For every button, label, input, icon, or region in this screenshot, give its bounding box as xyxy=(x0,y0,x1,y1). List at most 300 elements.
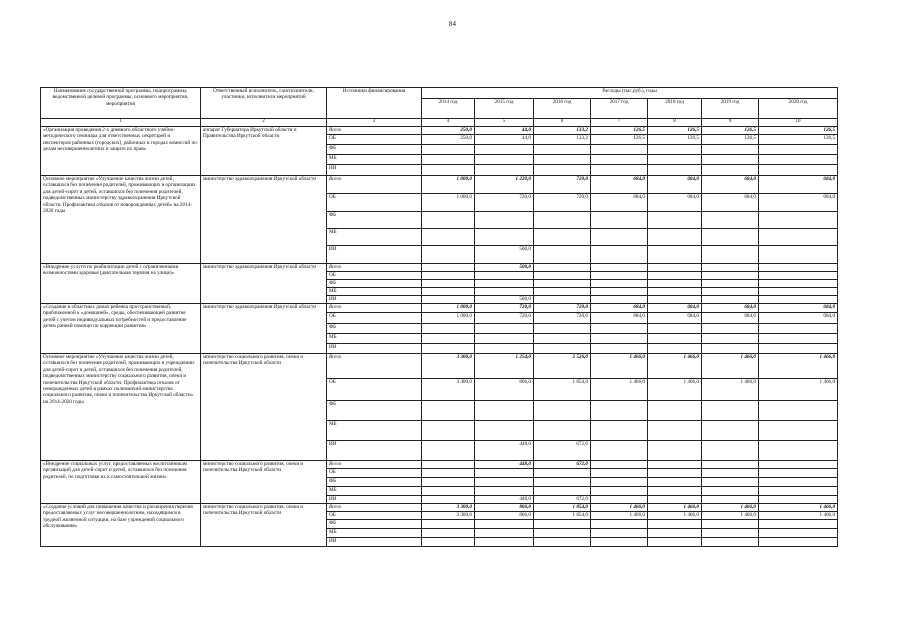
expense-value: 1 000,0 xyxy=(422,304,475,313)
header-expenses: Расходы (тыс.руб.), годы xyxy=(422,88,838,99)
expense-value xyxy=(534,469,591,478)
funding-source: Всего xyxy=(327,304,422,313)
expense-value xyxy=(648,529,702,538)
expense-value xyxy=(591,487,648,496)
expense-value: 126,5 xyxy=(591,135,648,145)
expense-value xyxy=(759,487,838,496)
expense-value xyxy=(534,296,591,304)
expense-value: 3 300,0 xyxy=(422,379,475,401)
expense-value: 1 220,0 xyxy=(475,176,534,194)
expense-value xyxy=(648,538,702,547)
expense-value: 1 854,0 xyxy=(534,504,591,512)
expense-value: 3 300,0 xyxy=(422,512,475,520)
expense-value xyxy=(591,344,648,354)
expense-value: 44,0 xyxy=(475,135,534,145)
expense-value xyxy=(759,529,838,538)
funding-source: МБ xyxy=(327,334,422,344)
expense-value xyxy=(702,487,759,496)
expense-value xyxy=(534,212,591,229)
expense-value xyxy=(534,145,591,155)
expense-value xyxy=(648,165,702,176)
activity-name: «Создание в областных домах ребенка пространственной, приближенной к «домашней», среды, обеспечивающей развитие детей с учетом индивидуальных потребностей и предоставление детям ранней помощи по коррекции развития» xyxy=(41,304,201,354)
expense-value: 684,0 xyxy=(648,313,702,324)
expense-value: 133,2 xyxy=(534,127,591,135)
activity-executor: министерство здравоохранения Иркутской области xyxy=(201,264,327,304)
header-executor: Ответственный исполнитель, соисполнители, участники, исполнители мероприятий xyxy=(201,88,327,119)
expense-value xyxy=(759,264,838,272)
expense-value: 1 466,0 xyxy=(702,504,759,512)
header-year: 2020 год xyxy=(759,99,838,119)
expense-value xyxy=(475,288,534,296)
expense-value: 1 000,0 xyxy=(422,194,475,212)
expense-value: 1 466,0 xyxy=(648,504,702,512)
expense-value xyxy=(475,165,534,176)
expense-value: 684,0 xyxy=(759,304,838,313)
expense-value: 1 466,0 xyxy=(591,354,648,379)
expense-value: 684,0 xyxy=(591,304,648,313)
funding-source: ОБ xyxy=(327,512,422,520)
expense-value xyxy=(422,461,475,469)
expense-value xyxy=(702,478,759,487)
expense-value xyxy=(702,334,759,344)
header-year: 2018 год xyxy=(648,99,702,119)
funding-source: ИИ xyxy=(327,296,422,304)
expense-value xyxy=(702,324,759,334)
expense-value xyxy=(648,324,702,334)
expense-value: 684,0 xyxy=(702,313,759,324)
expense-value xyxy=(648,461,702,469)
expense-value xyxy=(422,264,475,272)
expense-value: 448,0 xyxy=(475,496,534,504)
expense-value xyxy=(702,272,759,280)
expense-value: 720,0 xyxy=(475,313,534,324)
expense-value xyxy=(475,538,534,547)
expense-value xyxy=(591,334,648,344)
expense-value xyxy=(591,165,648,176)
expense-value xyxy=(759,229,838,246)
expense-value: 1 466,0 xyxy=(759,379,838,401)
funding-source: ФБ xyxy=(327,280,422,288)
expense-value xyxy=(422,229,475,246)
expense-value xyxy=(591,538,648,547)
expense-value: 500,0 xyxy=(475,264,534,272)
expense-value: 720,0 xyxy=(475,194,534,212)
expense-value: 500,0 xyxy=(475,296,534,304)
expense-value xyxy=(648,344,702,354)
expense-value: 1 466,0 xyxy=(591,379,648,401)
expense-value xyxy=(759,334,838,344)
expense-value xyxy=(591,496,648,504)
expense-value xyxy=(422,288,475,296)
expense-value xyxy=(702,288,759,296)
expense-value xyxy=(534,401,591,421)
expense-value xyxy=(422,145,475,155)
expense-value xyxy=(759,478,838,487)
column-number: 7 xyxy=(591,119,648,127)
expense-value xyxy=(591,145,648,155)
expense-value xyxy=(759,401,838,421)
column-number: 9 xyxy=(702,119,759,127)
funding-source: ИИ xyxy=(327,165,422,176)
expense-value: 1 466,0 xyxy=(702,379,759,401)
expense-value xyxy=(475,520,534,529)
expense-value xyxy=(475,478,534,487)
expense-value xyxy=(534,520,591,529)
expense-value xyxy=(422,344,475,354)
header-year: 2017 год xyxy=(591,99,648,119)
expense-value: 720,0 xyxy=(534,176,591,194)
expense-value xyxy=(702,155,759,165)
expense-value xyxy=(759,272,838,280)
funding-source: МБ xyxy=(327,487,422,496)
table-row xyxy=(41,504,838,512)
expense-value xyxy=(591,421,648,441)
expense-value xyxy=(591,461,648,469)
column-number: 1 xyxy=(41,119,201,127)
activity-name: «Организация проведения 2-х дневного областного учебно-методического семинара для ответственных секретарей и инспекторов районных (городских), районных в городах комиссий по делам несовершеннолетних и защите их прав» xyxy=(41,127,201,176)
header-year: 2014 год xyxy=(422,99,475,119)
funding-source: Всего xyxy=(327,127,422,135)
header-year: 2015 год xyxy=(475,99,534,119)
expense-value: 126,5 xyxy=(702,127,759,135)
expense-value xyxy=(475,324,534,334)
column-number: 10 xyxy=(759,119,838,127)
expense-value xyxy=(591,272,648,280)
expense-value xyxy=(534,155,591,165)
funding-source: ОБ xyxy=(327,379,422,401)
expense-value xyxy=(591,441,648,461)
expense-value: 1 854,0 xyxy=(534,512,591,520)
expense-value xyxy=(648,145,702,155)
expense-value xyxy=(702,212,759,229)
expense-value: 1 466,0 xyxy=(702,354,759,379)
expense-value xyxy=(475,334,534,344)
expense-value xyxy=(759,469,838,478)
expense-value xyxy=(475,155,534,165)
expense-value: 1 466,0 xyxy=(759,512,838,520)
expense-value xyxy=(422,487,475,496)
expense-value: 126,5 xyxy=(648,127,702,135)
expense-value: 126,5 xyxy=(702,135,759,145)
expense-value: 684,0 xyxy=(648,176,702,194)
table-row xyxy=(41,354,838,379)
expense-value xyxy=(702,529,759,538)
funding-source: ФБ xyxy=(327,478,422,487)
expense-value xyxy=(534,272,591,280)
expense-value xyxy=(422,401,475,421)
funding-source: ОБ xyxy=(327,135,422,145)
expense-value: 720,0 xyxy=(534,313,591,324)
expense-value xyxy=(702,280,759,288)
expense-value xyxy=(702,344,759,354)
expense-value xyxy=(475,280,534,288)
expense-value: 3 300,0 xyxy=(422,504,475,512)
expense-value xyxy=(422,421,475,441)
expense-value xyxy=(475,272,534,280)
expense-value xyxy=(422,478,475,487)
funding-source: МБ xyxy=(327,155,422,165)
expense-value xyxy=(422,496,475,504)
expense-value xyxy=(534,538,591,547)
expense-value: 448,0 xyxy=(475,441,534,461)
expense-value xyxy=(422,529,475,538)
expense-value: 1 000,0 xyxy=(422,176,475,194)
expense-value: 1 466,0 xyxy=(648,379,702,401)
column-number: 4 xyxy=(422,119,475,127)
expense-value: 806,0 xyxy=(475,504,534,512)
expense-value xyxy=(648,212,702,229)
expense-value xyxy=(759,165,838,176)
column-number: 6 xyxy=(534,119,591,127)
expense-value xyxy=(475,145,534,155)
expense-value xyxy=(534,529,591,538)
expense-value xyxy=(648,334,702,344)
expense-value xyxy=(534,334,591,344)
expense-value xyxy=(591,401,648,421)
expense-value xyxy=(422,469,475,478)
funding-source: МБ xyxy=(327,288,422,296)
header-source: Источники финансирования xyxy=(327,88,422,119)
expense-value xyxy=(591,288,648,296)
expense-value xyxy=(591,529,648,538)
expense-value xyxy=(591,246,648,264)
expense-value: 1 466,0 xyxy=(591,504,648,512)
expense-value xyxy=(422,538,475,547)
expense-value: 500,0 xyxy=(475,246,534,264)
expense-value xyxy=(759,324,838,334)
expense-value: 1 466,0 xyxy=(648,512,702,520)
expense-value xyxy=(591,324,648,334)
expense-value xyxy=(648,288,702,296)
header-year: 2016 год xyxy=(534,99,591,119)
column-number: 3 xyxy=(327,119,422,127)
expense-value: 806,0 xyxy=(475,379,534,401)
expense-value xyxy=(759,520,838,529)
expense-value xyxy=(702,520,759,529)
expense-value xyxy=(648,229,702,246)
expense-value xyxy=(648,401,702,421)
table-row xyxy=(41,461,838,469)
expense-value xyxy=(475,229,534,246)
expense-value xyxy=(702,145,759,155)
table-row xyxy=(41,304,838,313)
expense-value: 684,0 xyxy=(759,313,838,324)
expense-value xyxy=(591,469,648,478)
expense-value xyxy=(422,272,475,280)
funding-source: МБ xyxy=(327,229,422,246)
funding-source: Всего xyxy=(327,354,422,379)
expense-value: 1 466,0 xyxy=(648,354,702,379)
expense-value xyxy=(759,441,838,461)
expense-value: 1 254,0 xyxy=(475,354,534,379)
expense-value: 126,5 xyxy=(759,135,838,145)
expense-value xyxy=(591,520,648,529)
expense-value xyxy=(591,264,648,272)
expense-value xyxy=(759,288,838,296)
funding-source: ИИ xyxy=(327,538,422,547)
funding-source: ФБ xyxy=(327,401,422,421)
expense-value xyxy=(475,529,534,538)
expense-value: 806,0 xyxy=(475,512,534,520)
expense-value xyxy=(702,461,759,469)
expense-value: 1 466,0 xyxy=(759,354,838,379)
funding-source: ОБ xyxy=(327,194,422,212)
expense-value xyxy=(759,421,838,441)
expense-value xyxy=(759,461,838,469)
expense-value: 126,5 xyxy=(759,127,838,135)
activity-executor: аппарат Губернатора Иркутской области и Правительства Иркутской области xyxy=(201,127,327,176)
expense-value: 250,0 xyxy=(422,135,475,145)
expense-value xyxy=(475,212,534,229)
expense-value xyxy=(591,229,648,246)
expense-value: 1 466,0 xyxy=(759,504,838,512)
expense-value: 684,0 xyxy=(591,313,648,324)
expense-value xyxy=(648,478,702,487)
expense-value xyxy=(534,246,591,264)
expense-value xyxy=(702,421,759,441)
expense-value xyxy=(422,296,475,304)
column-number: 8 xyxy=(648,119,702,127)
expense-value xyxy=(422,441,475,461)
expense-value xyxy=(422,155,475,165)
budget-table xyxy=(40,87,838,547)
expense-value xyxy=(591,296,648,304)
expense-value xyxy=(422,324,475,334)
expense-value xyxy=(702,246,759,264)
expense-value xyxy=(534,165,591,176)
expense-value: 133,2 xyxy=(534,135,591,145)
expense-value xyxy=(759,296,838,304)
expense-value xyxy=(422,212,475,229)
expense-value xyxy=(702,165,759,176)
funding-source: МБ xyxy=(327,421,422,441)
expense-value: 720,0 xyxy=(534,304,591,313)
expense-value: 1 466,0 xyxy=(702,512,759,520)
expense-value: 1 854,0 xyxy=(534,379,591,401)
expense-value xyxy=(759,155,838,165)
funding-source: ИИ xyxy=(327,344,422,354)
expense-value xyxy=(648,264,702,272)
expense-value xyxy=(591,478,648,487)
activity-name: Основное мероприятие «Улучшение качества жизни детей, оставшихся без попечения родителей, проживающих в учреждениях для детей-сирот и детей, оставшихся без попечения родителей, подведомственных министерству социального развития, опеки и попечительства Иркутской области. Профилактика отказов от новорожденных детей в рамках полномочий министерства социального развития, опеки и попечительства Иркутской области» на 2014-2020 годы xyxy=(41,354,201,461)
expense-value: 684,0 xyxy=(591,176,648,194)
expense-value xyxy=(475,421,534,441)
expense-value xyxy=(591,280,648,288)
expense-value xyxy=(648,272,702,280)
expense-value xyxy=(702,296,759,304)
expense-value xyxy=(759,212,838,229)
expense-value xyxy=(648,421,702,441)
expense-value xyxy=(648,280,702,288)
activity-executor: министерство социального развития, опеки и попечительства Иркутской области xyxy=(201,461,327,504)
expense-value: 1 466,0 xyxy=(591,512,648,520)
expense-value xyxy=(422,520,475,529)
expense-value xyxy=(422,246,475,264)
activity-executor: министерство социального развития, опеки и попечительства Иркутской области xyxy=(201,504,327,547)
table-row xyxy=(41,176,838,194)
funding-source: Всего xyxy=(327,264,422,272)
funding-source: ФБ xyxy=(327,212,422,229)
funding-source: ОБ xyxy=(327,272,422,280)
expense-value xyxy=(475,469,534,478)
funding-source: ОБ xyxy=(327,469,422,478)
expense-value xyxy=(648,441,702,461)
funding-source: ФБ xyxy=(327,145,422,155)
expense-value: 720,0 xyxy=(534,194,591,212)
expense-value xyxy=(534,478,591,487)
expense-value: 672,0 xyxy=(534,441,591,461)
activity-name: «Создание условий для повышения качества и расширения перечня предоставляемых услуг несовершеннолетним, находящимся в трудной жизненной ситуации, на базе учреждений социального обслуживания» xyxy=(41,504,201,547)
expense-value: 684,0 xyxy=(702,304,759,313)
expense-value xyxy=(702,538,759,547)
expense-value xyxy=(534,421,591,441)
expense-value xyxy=(534,344,591,354)
expense-value: 720,0 xyxy=(475,304,534,313)
expense-value: 684,0 xyxy=(702,194,759,212)
expense-value xyxy=(534,487,591,496)
expense-value: 448,0 xyxy=(475,461,534,469)
expense-value xyxy=(759,145,838,155)
expense-value: 684,0 xyxy=(648,194,702,212)
activity-executor: министерство здравоохранения Иркутской области xyxy=(201,304,327,354)
expense-value xyxy=(648,487,702,496)
expense-value: 250,0 xyxy=(422,127,475,135)
expense-value xyxy=(591,155,648,165)
funding-source: ИИ xyxy=(327,496,422,504)
activity-name: Основное мероприятие «Улучшение качества жизни детей, оставшихся без попечения родителей, проживающих в организациях для детей-сирот и детей, оставшихся без попечения родителей, подведомственных министерству здравоохранения Иркутской области. Профилактика отказов от новорожденных детей» на 2014-2020 годы xyxy=(41,176,201,264)
expense-value xyxy=(702,401,759,421)
expense-value xyxy=(534,324,591,334)
expense-value: 3 300,0 xyxy=(422,354,475,379)
expense-value xyxy=(702,469,759,478)
page-number: 84 xyxy=(448,20,457,28)
column-number: 2 xyxy=(201,119,327,127)
expense-value xyxy=(475,487,534,496)
funding-source: ИИ xyxy=(327,246,422,264)
header-name: Наименование государственной программы, подпрограммы, ведомственной целевой программы, основного мероприятия, мероприятия xyxy=(41,88,201,119)
expense-value: 672,0 xyxy=(534,496,591,504)
expense-value xyxy=(759,246,838,264)
expense-value xyxy=(759,280,838,288)
expense-value: 672,0 xyxy=(534,461,591,469)
expense-value: 684,0 xyxy=(759,194,838,212)
funding-source: ОБ xyxy=(327,313,422,324)
expense-value xyxy=(648,296,702,304)
column-number: 5 xyxy=(475,119,534,127)
expense-value xyxy=(702,229,759,246)
funding-source: ФБ xyxy=(327,520,422,529)
expense-value: 44,0 xyxy=(475,127,534,135)
expense-value: 1 000,0 xyxy=(422,313,475,324)
expense-value xyxy=(422,165,475,176)
expense-value xyxy=(759,344,838,354)
expense-value xyxy=(534,288,591,296)
funding-source: ФБ xyxy=(327,324,422,334)
expense-value xyxy=(475,401,534,421)
expense-value xyxy=(475,344,534,354)
expense-value: 684,0 xyxy=(648,304,702,313)
expense-value: 126,5 xyxy=(648,135,702,145)
expense-value xyxy=(534,280,591,288)
expense-value: 126,5 xyxy=(591,127,648,135)
funding-source: Всего xyxy=(327,461,422,469)
expense-value xyxy=(648,520,702,529)
funding-source: Всего xyxy=(327,504,422,512)
funding-source: ИИ xyxy=(327,441,422,461)
expense-value xyxy=(648,469,702,478)
expense-value xyxy=(534,229,591,246)
expense-value xyxy=(648,496,702,504)
